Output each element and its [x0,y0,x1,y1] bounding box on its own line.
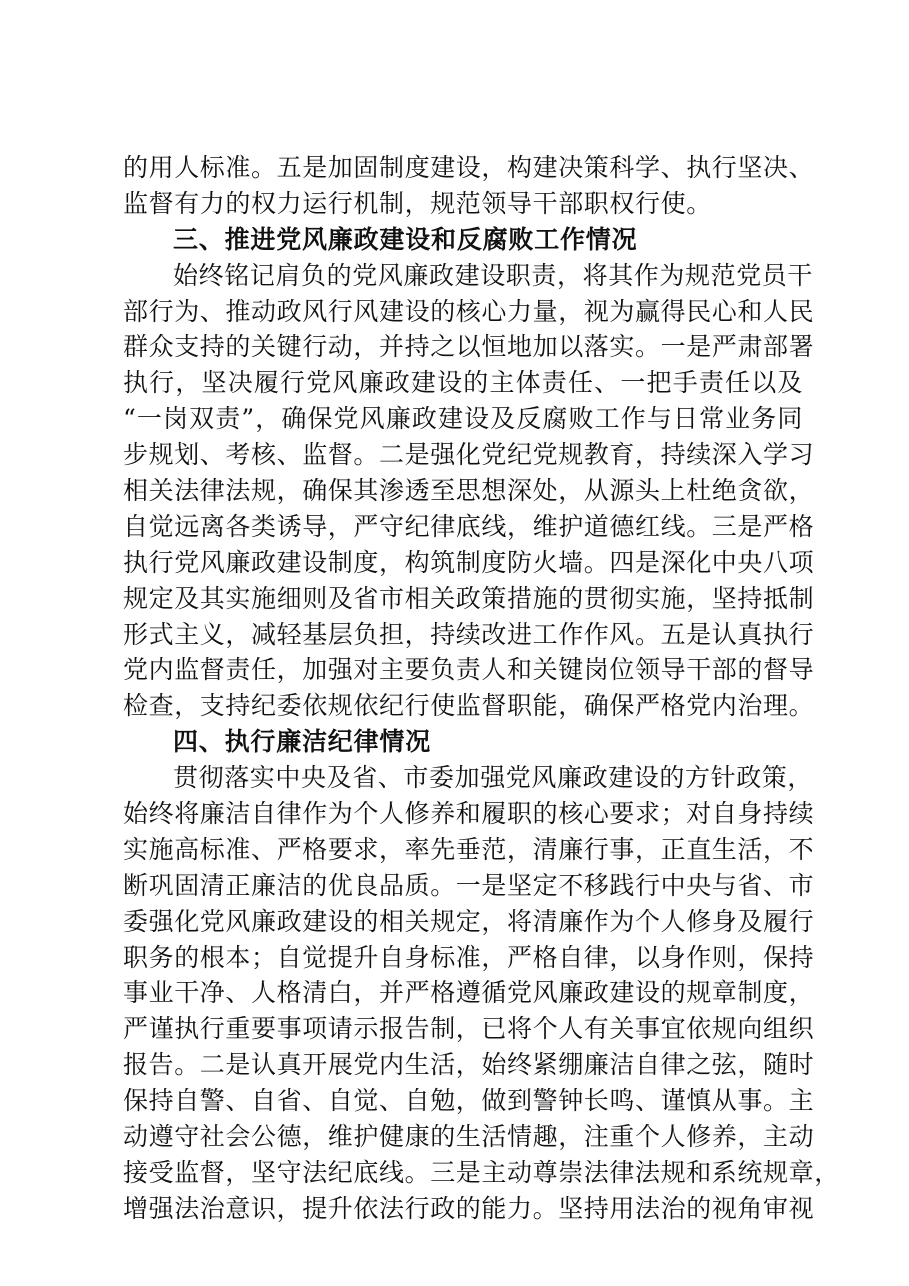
body-line: 断巩固清正廉洁的优良品质。一是坚定不移践行中央与省、市 [123,870,815,900]
body-line: 动遵守社会公德，维护健康的生活情趣，注重个人修养，主动 [123,1122,815,1152]
body-line: 自觉远离各类诱导，严守纪律底线，维护道德红线。三是严格 [123,511,815,541]
body-line: 检查，支持纪委依规依纪行使监督职能，确保严格党内治理。 [123,691,815,721]
section-heading-4: 四、执行廉洁纪律情况 [173,727,432,757]
body-line: “一岗双责”，确保党风廉政建设及反腐败工作与日常业务同 [123,404,803,434]
body-line: 严谨执行重要事项请示报告制，已将个人有关事宜依规向组织 [123,1014,815,1044]
body-line: 执行党风廉政建设制度，构筑制度防火墙。四是深化中央八项 [123,547,815,577]
body-line: 事业干净、人格清白，并严格遵循党风廉政建设的规章制度， [123,978,815,1008]
body-line: 委强化党风廉政建设的相关规定，将清廉作为个人修身及履行 [123,906,815,936]
body-line: 职务的根本；自觉提升自身标准，严格自律，以身作则，保持 [123,942,815,972]
body-line: 保持自警、自省、自觉、自勉，做到警钟长鸣、谨慎从事。主 [123,1086,815,1116]
body-line: 增强法治意识，提升依法行政的能力。坚持用法治的视角审视 [123,1193,815,1223]
section-heading-3: 三、推进党风廉政建设和反腐败工作情况 [173,224,638,254]
document-body [123,150,840,1227]
body-line: 监督有力的权力运行机制，规范领导干部职权行使。 [123,188,712,218]
body-line: 步规划、考核、监督。二是强化党纪党规教育，持续深入学习 [123,440,815,470]
body-line: 报告。二是认真开展党内生活，始终紧绷廉洁自律之弦，随时 [123,1050,815,1080]
body-line: 群众支持的关键行动，并持之以恒地加以落实。一是严肃部署 [123,332,815,362]
body-line: 相关法律法规，确保其渗透至思想深处，从源头上杜绝贪欲， [123,476,815,506]
paragraph-first-line: 贯彻落实中央及省、市委加强党风廉政建设的方针政策， [173,763,814,793]
body-line: 部行为、推动政风行风建设的核心力量，视为赢得民心和人民 [123,296,815,326]
body-line: 执行，坚决履行党风廉政建设的主体责任、一把手责任以及 [123,368,803,398]
body-line: 始终将廉洁自律作为个人修养和履职的核心要求；对自身持续 [123,799,815,829]
body-line: 形式主义，减轻基层负担，持续改进工作作风。五是认真执行 [123,619,815,649]
body-line: 规定及其实施细则及省市相关政策措施的贯彻实施，坚持抵制 [123,583,815,613]
body-line: 党内监督责任，加强对主要负责人和关键岗位领导干部的督导 [123,655,815,685]
body-line: 接受监督，坚守法纪底线。三是主动尊崇法律法规和系统规章， [123,1157,840,1187]
body-line: 的用人标准。五是加固制度建设，构建决策科学、执行坚决、 [123,153,815,182]
paragraph-first-line: 始终铭记肩负的党风廉政建设职责，将其作为规范党员干 [173,260,814,290]
body-line: 实施高标准、严格要求，率先垂范，清廉行事，正直生活，不 [123,834,815,864]
